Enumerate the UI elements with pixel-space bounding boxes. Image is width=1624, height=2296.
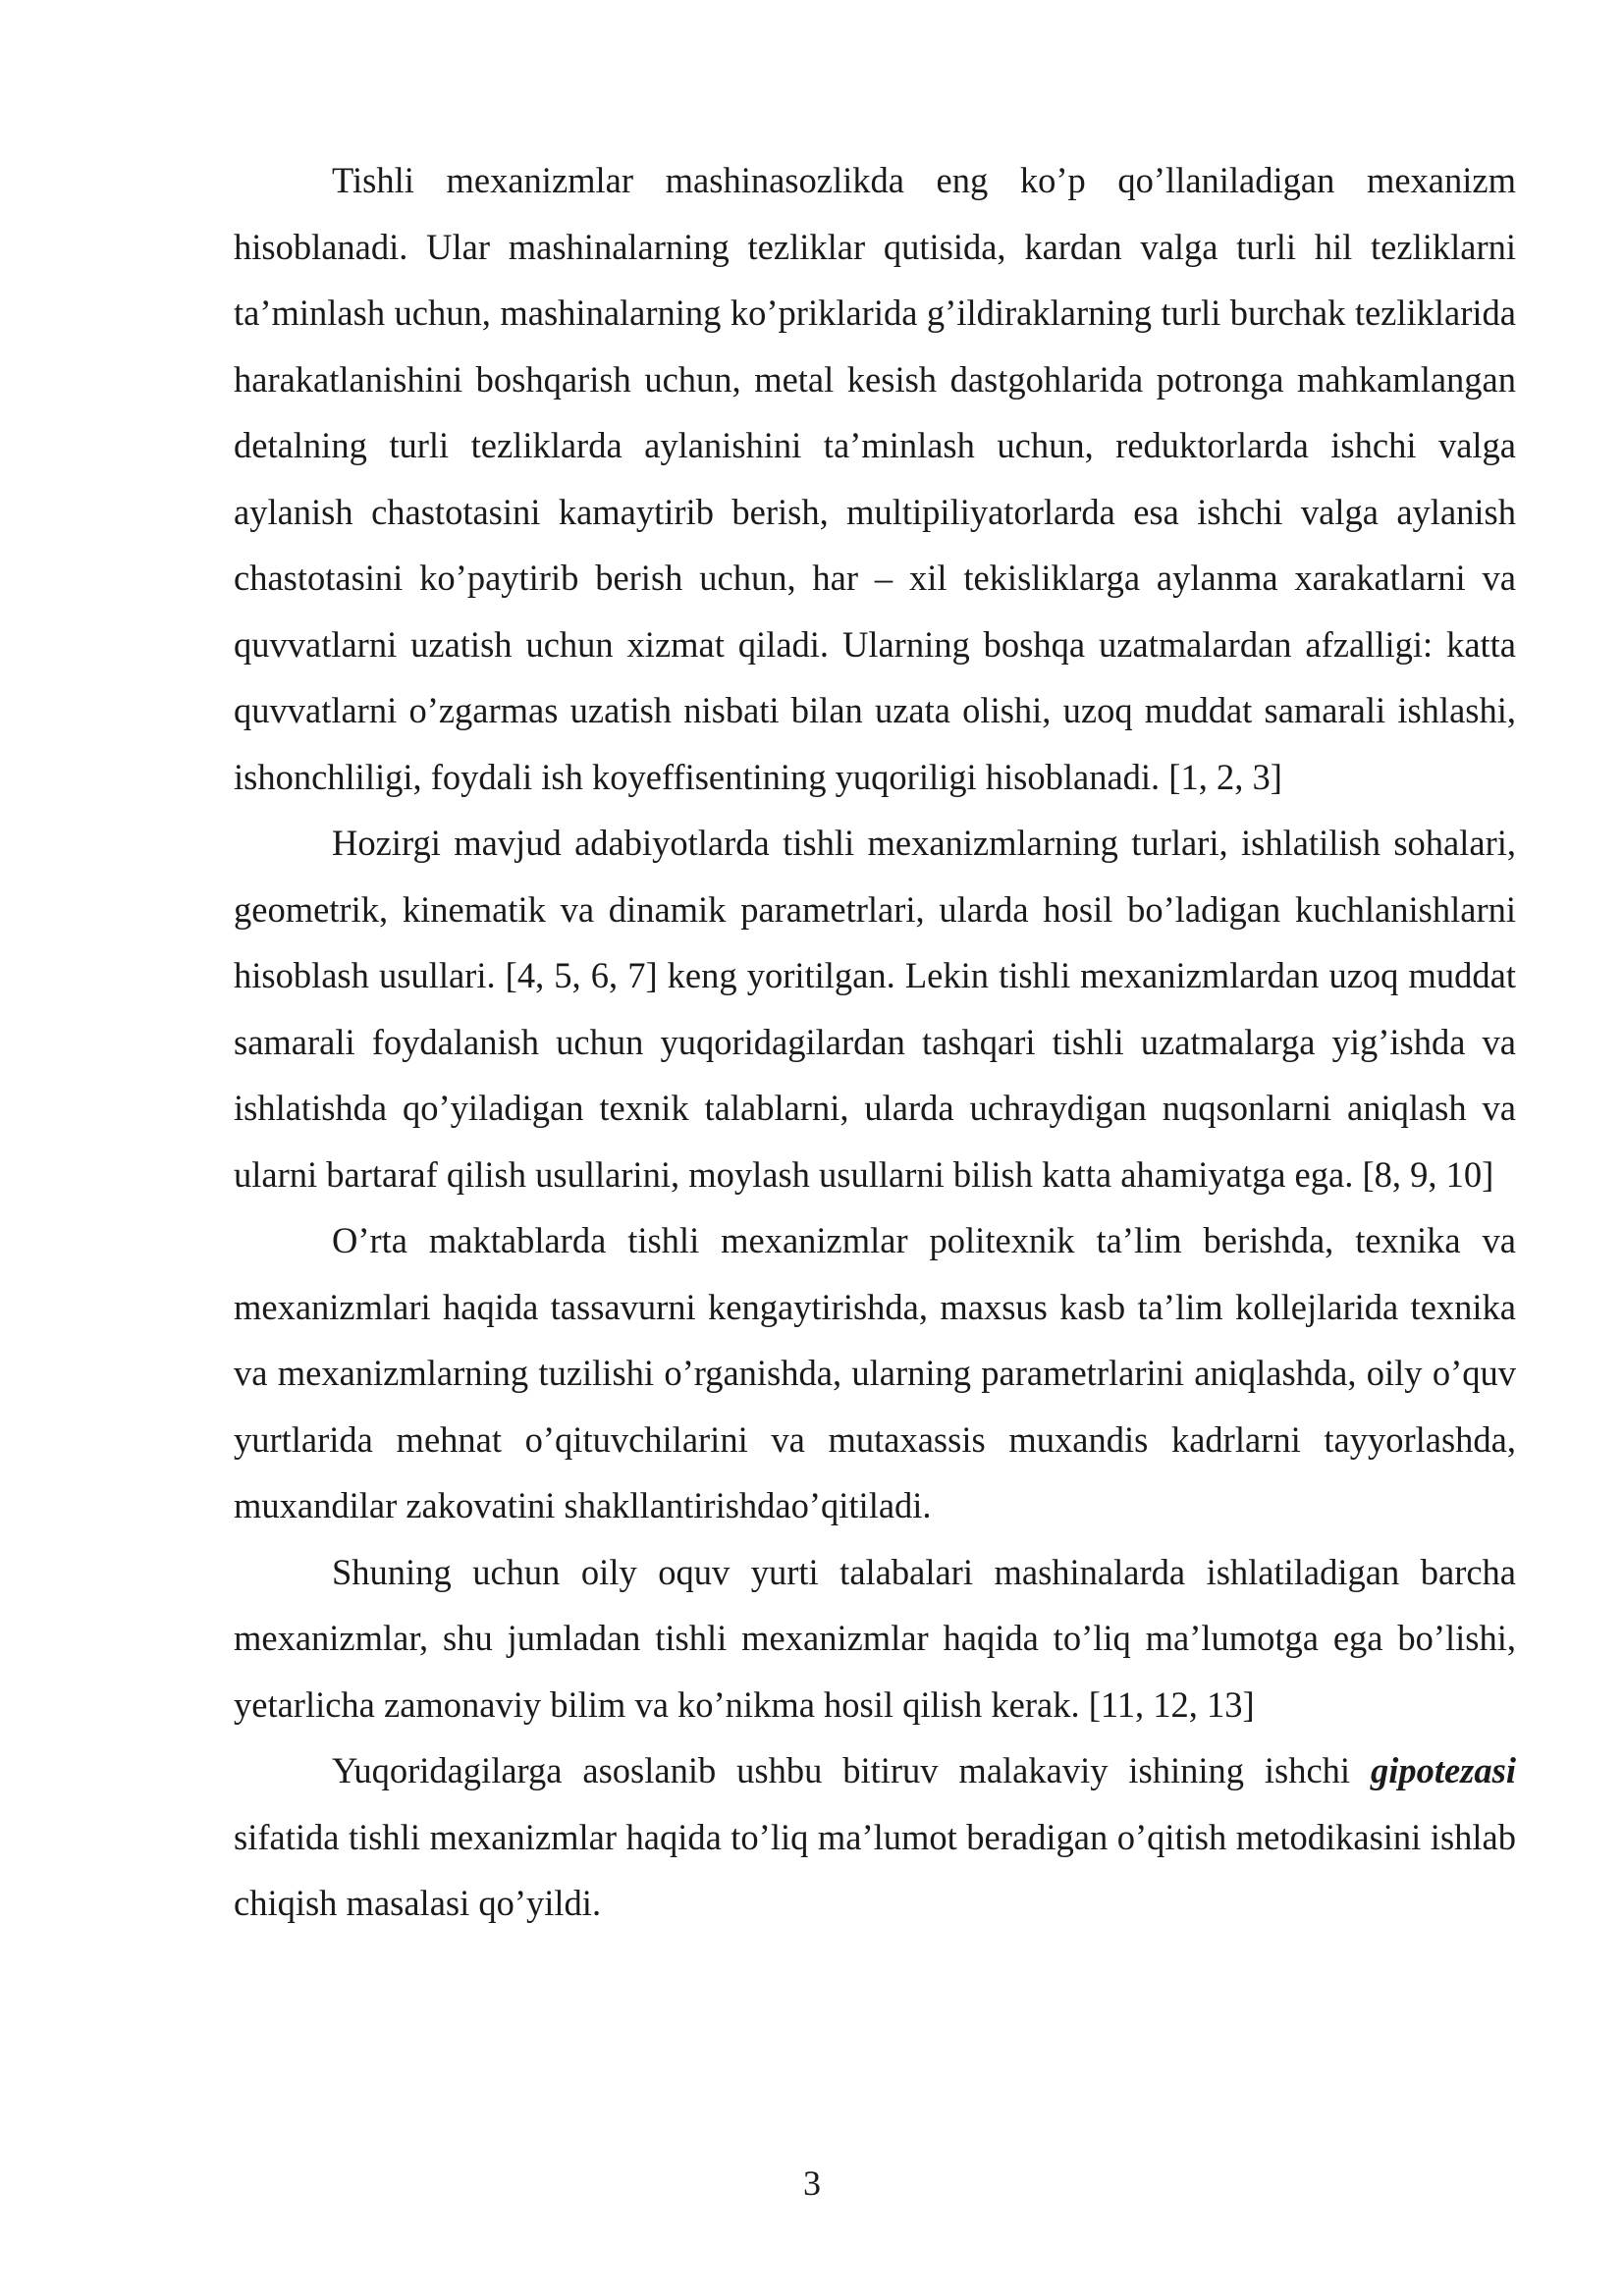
paragraph-5-start: Yuqoridagilarga asoslanib ushbu bitiruv malakaviy ishining ishchi [332, 1750, 1371, 1790]
paragraph-3: O’rta maktablarda tishli mexanizmlar politexnik ta’lim berishda, texnika va mexanizmlari haqida tassavurni kengaytirishda, maxsus kasb ta’lim kollejlarida texnika va mexanizmlarning tuzilishi o’rganishda, ularning parametrlarini aniqlashda, oily o’quv yurtlarida mehnat o’qituvchilarini va mutaxassis muxandis kadrlarni tayyorlashda, muxandilar zakovatini shakllantirishdao’qitiladi. [234, 1220, 1516, 1525]
paragraph-5-end: sifatida tishli mexanizmlar haqida to’liq ma’lumot beradigan o’qitish metodikasini ishlab chiqish masalasi qo’yildi. [234, 1816, 1516, 1923]
page-number: 3 [803, 2163, 821, 2203]
paragraph-4: Shuning uchun oily oquv yurti talabalari mashinalarda ishlatiladigan barcha mexanizmlar, shu jumladan tishli mexanizmlar haqida to’liq ma’lumotga ega bo’lishi, yetarlicha zamonaviy bilim va ko’nikma hosil qilish kerak. [11, 12, 13] [234, 1551, 1516, 1725]
body-text [234, 147, 1516, 1937]
paragraph-2: Hozirgi mavjud adabiyotlarda tishli mexanizmlarning turlari, ishlatilish sohalari, geometrik, kinematik va dinamik parametrlari, ularda hosil bo’ladigan kuchlanishlarni hisoblash usullari. [4, 5, 6, 7] keng yoritilgan. Lekin tishli mexanizmlardan uzoq muddat samarali foydalanish uchun yuqoridagilardan tashqari tishli uzatmalarga yig’ishda va ishlatishda qo’yiladigan texnik talablarni, ularda uchraydigan nuqsonlarni aniqlash va ularni bartaraf qilish usullarini, moylash usullarni bilish katta ahamiyatga ega. [8, 9, 10] [234, 823, 1516, 1195]
paragraph-1: Tishli mexanizmlar mashinasozlikda eng ko’p qo’llaniladigan mexanizm hisoblanadi. Ular mashinalarning tezliklar qutisida, kardan valga turli hil tezliklarni ta’minlash uchun, mashinalarning ko’priklarida g’ildiraklarning turli burchak tezliklarida harakatlanishini boshqarish uchun, metal kesish dastgohlarida potronga mahkamlangan detalning turli tezliklarda aylanishini ta’minlash uchun, reduktorlarda ishchi valga aylanish chastotasini kamaytirib berish, multipiliyatorlarda esa ishchi valga aylanish chastotasini ko’paytirib berish uchun, har – xil tekisliklarga aylanma xarakatlarni va quvvatlarni uzatish uchun xizmat qiladi. Ularning boshqa uzatmalardan afzalligi: katta quvvatlarni o’zgarmas uzatish nisbati bilan uzata olishi, uzoq muddat samarali ishlashi, ishonchliligi, foydali ish koyeffisentining yuqoriligi hisoblanadi. [1, 2, 3] [234, 160, 1516, 797]
paragraph-5 [234, 1737, 1516, 1937]
hypothesis-term: gipotezasi [1370, 1750, 1516, 1790]
